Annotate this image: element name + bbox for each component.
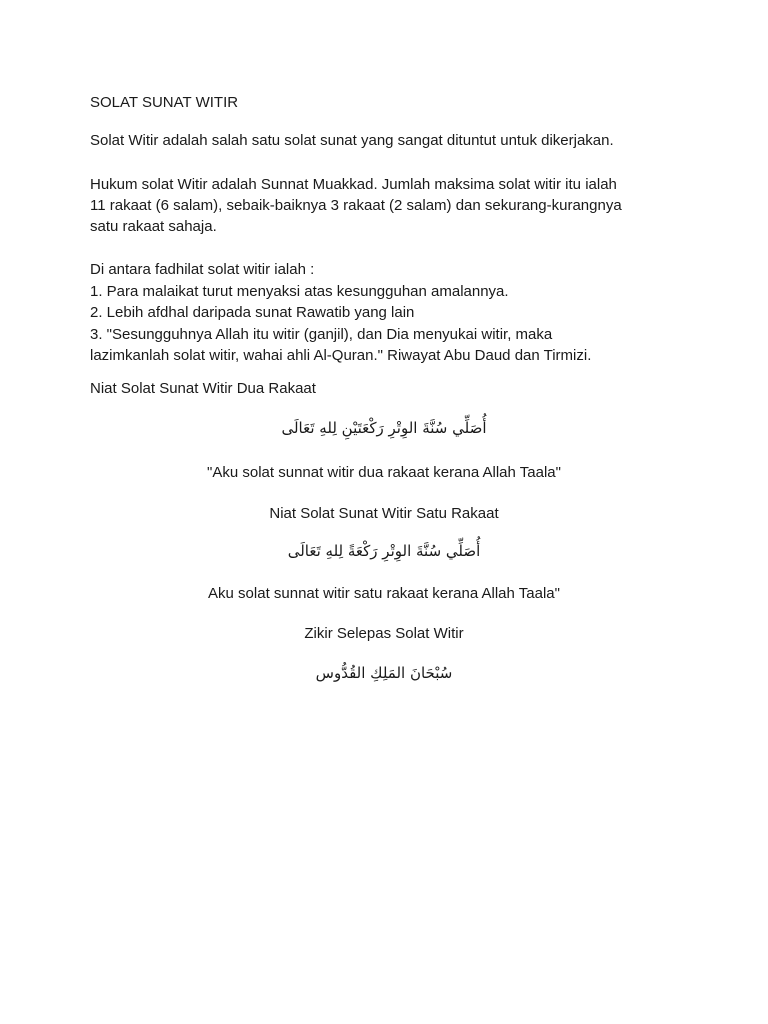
hukum-line: satu rakaat sahaja. bbox=[90, 218, 217, 235]
hukum-paragraph bbox=[90, 174, 690, 237]
intro-paragraph: Solat Witir adalah salah satu solat sunat yang sangat dituntut untuk dikerjakan. bbox=[90, 132, 614, 149]
niat-satu-translation: Aku solat sunnat witir satu rakaat kerana Allah Taala" bbox=[208, 585, 560, 602]
niat-satu-arabic: أُصَلِّي سُنَّةَ الوِتْرِ رَكْعَةً لِلهِ تَعَالَى bbox=[287, 542, 481, 560]
fadhilat-item: 3. "Sesungguhnya Allah itu witir (ganjil), dan Dia menyukai witir, maka bbox=[90, 325, 553, 343]
niat-satu-heading: Niat Solat Sunat Witir Satu Rakaat bbox=[269, 505, 499, 522]
niat-dua-translation: "Aku solat sunnat witir dua rakaat kerana Allah Taala" bbox=[207, 464, 561, 481]
fadhilat-list bbox=[90, 259, 690, 367]
fadhilat-item: 2. Lebih afdhal daripada sunat Rawatib yang lain bbox=[90, 304, 415, 321]
niat-dua-arabic: أُصَلِّي سُنَّةَ الوِتْرِ رَكْعَتَيْنِ لِلهِ تَعَالَى bbox=[281, 419, 487, 437]
hukum-line: 11 rakaat (6 salam), sebaik-baiknya 3 rakaat (2 salam) dan sekurang-kurangnya bbox=[90, 197, 622, 214]
document-title: SOLAT SUNAT WITIR bbox=[90, 94, 239, 111]
fadhilat-item: lazimkanlah solat witir, wahai ahli Al-Quran." Riwayat Abu Daud dan Tirmizi. bbox=[90, 347, 592, 364]
niat-dua-heading: Niat Solat Sunat Witir Dua Rakaat bbox=[90, 380, 316, 397]
zikir-heading: Zikir Selepas Solat Witir bbox=[304, 625, 464, 642]
fadhilat-intro: Di antara fadhilat solat witir ialah : bbox=[90, 261, 315, 278]
hukum-line: Hukum solat Witir adalah Sunnat Muakkad. Jumlah maksima solat witir itu ialah bbox=[90, 176, 617, 193]
zikir-arabic: سُبْحَانَ المَلِكِ القُدُّوس bbox=[315, 664, 453, 682]
fadhilat-item: 1. Para malaikat turut menyaksi atas kesungguhan amalannya. bbox=[90, 282, 509, 300]
